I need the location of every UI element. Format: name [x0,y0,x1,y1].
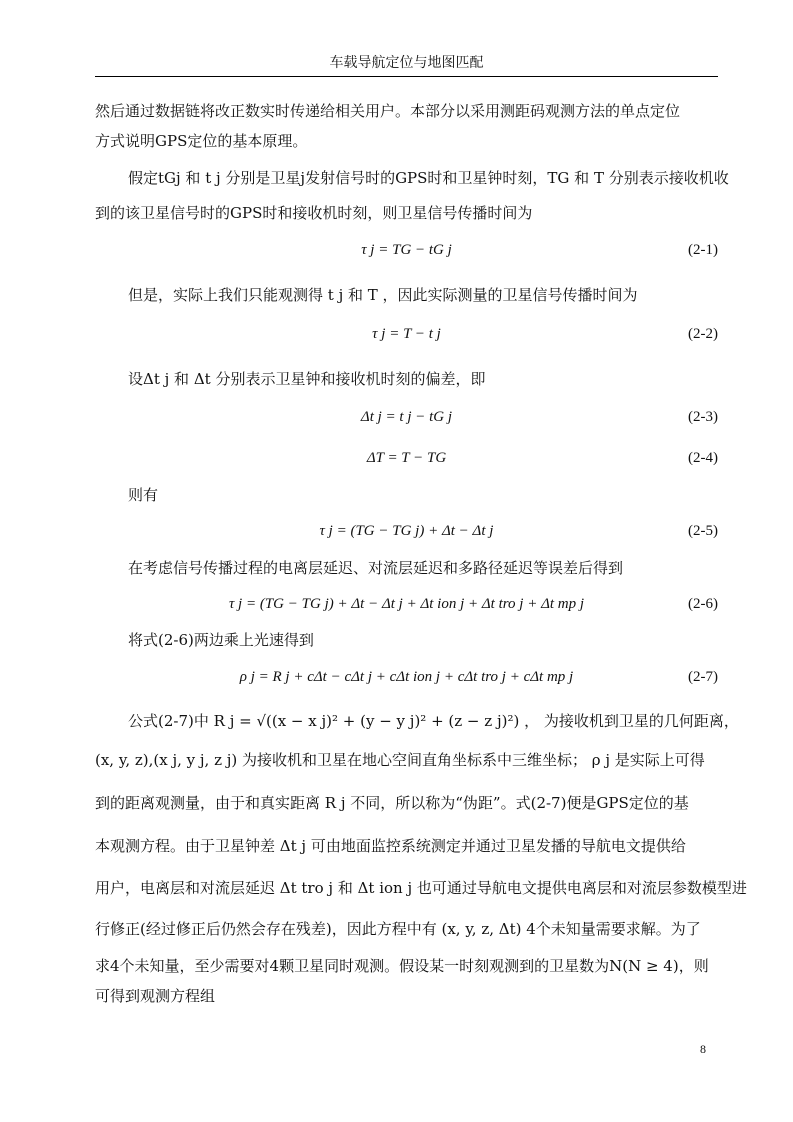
equation-2-1 [95,238,718,262]
page-number: 8 [700,1042,706,1056]
body-line-9: 将式(2-6)两边乘上光速得到 [128,631,314,649]
body-line-16: 求4个未知量，至少需要对4颗卫星同时观测。假设某一时刻观测到的卫星数为N(N ≥ 4)，则 [95,957,709,975]
equation-number: (2-4) [688,450,718,466]
body-line-13: 本观测方程。由于卫星钟差 Δt j 可由地面监控系统测定并通过卫星发播的导航电文提供给 [95,837,686,855]
body-line-5: 但是，实际上我们只能观测得 t j 和 T ，因此实际测量的卫星信号传播时间为 [128,286,638,304]
body-line-14: 用户，电离层和对流层延迟 Δt tro j 和 Δt ion j 也可通过导航电文提供电离层和对流层参数模型进 [95,879,747,897]
equation-body: ΔT = T − TG [366,450,447,466]
body-line-11: (x, y, z),(x j, y j, z j) 为接收机和卫星在地心空间直角坐标系中三维坐标； ρ j 是实际上可得 [95,751,705,769]
equation-body: ρ j = R j + cΔt − cΔt j + cΔt ion j + cΔt tro j + cΔt mp j [239,669,574,685]
body-line-1: 然后通过数据链将改正数实时传递给相关用户。本部分以采用测距码观测方法的单点定位 [95,102,681,120]
body-line-15: 行修正(经过修正后仍然会存在残差)，因此方程中有 (x, y, z, Δt) 4个未知量需要求解。为了 [95,920,701,938]
equation-number: (2-1) [688,242,718,258]
equation-number: (2-6) [688,596,718,612]
body-line-6: 设Δt j 和 Δt 分别表示卫星钟和接收机时刻的偏差，即 [128,370,486,388]
equation-body: Δt j = t j − tG j [360,409,453,425]
equation-body: τ j = TG − tG j [361,242,452,258]
equation-2-4 [95,446,718,470]
equation-number: (2-3) [688,409,718,425]
body-line-10: 公式(2-7)中 R j = √((x − x j)² + (y − y j)² + (z − z j)²) ， 为接收机到卫星的几何距离， [128,712,739,730]
equation-2-7 [95,665,718,689]
body-line-17: 可得到观测方程组 [95,987,216,1005]
body-line-8: 在考虑信号传播过程的电离层延迟、对流层延迟和多路径延迟等误差后得到 [128,559,624,577]
equation-2-2 [95,322,718,346]
equation-number: (2-5) [688,523,718,539]
equation-body: τ j = (TG − TG j) + Δt − Δt j [319,523,494,539]
body-line-3: 假定tGj 和 t j 分别是卫星j发射信号时的GPS时和卫星钟时刻，TG 和 T 分别表示接收机收 [128,169,729,187]
header-divider [95,76,718,77]
body-line-12: 到的距离观测量，由于和真实距离 R j 不同，所以称为“伪距”。式(2-7)便是GPS定位的基 [95,794,689,812]
running-header: 车载导航定位与地图匹配 [329,55,484,71]
body-line-2: 方式说明GPS定位的基本原理。 [95,132,308,150]
equation-2-3 [95,405,718,429]
body-line-4: 到的该卫星信号时的GPS时和接收机时刻，则卫星信号传播时间为 [95,204,533,222]
equation-2-5 [95,519,718,543]
body-line-7: 则有 [128,486,159,504]
equation-body: τ j = (TG − TG j) + Δt − Δt j + Δt ion j + Δt tro j + Δt mp j [228,596,585,612]
equation-body: τ j = T − t j [372,326,441,342]
equation-number: (2-2) [688,326,718,342]
equation-number: (2-7) [688,669,718,685]
equation-2-6 [95,592,718,616]
